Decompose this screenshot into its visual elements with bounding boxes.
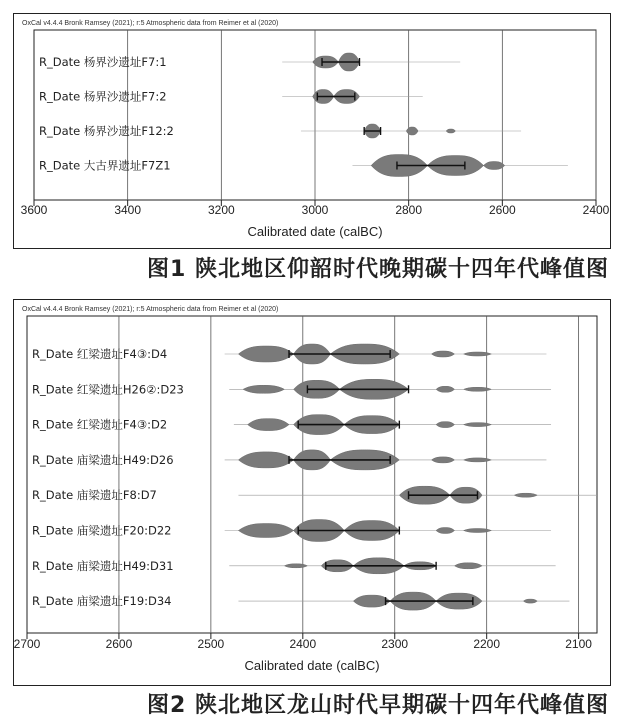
series-label: R_Date 杨界沙遗址F12:2 xyxy=(39,124,174,138)
series-density-blob xyxy=(238,452,293,468)
chart-2-tick-label: 2700 xyxy=(14,637,41,651)
chart-2-tick-label: 2600 xyxy=(105,637,133,651)
series-label: R_Date 庙梁遗址H49:D31 xyxy=(32,558,174,573)
series-density-blob xyxy=(238,524,293,538)
series-density-blob xyxy=(432,351,455,357)
series-label: R_Date 庙梁遗址H49:D26 xyxy=(32,452,174,467)
series-label: R_Date 红梁遗址F4③:D2 xyxy=(32,417,168,432)
chart-2-tick-label: 2300 xyxy=(381,637,409,651)
series-density-blob xyxy=(464,352,492,356)
chart-1-tick-label: 2400 xyxy=(582,203,610,217)
series-label: R_Date 杨界沙遗址F7:1 xyxy=(39,55,167,69)
chart-1-tick-label: 2600 xyxy=(488,203,516,217)
chart-2-tick-label: 2400 xyxy=(289,637,317,651)
series-label: R_Date 杨界沙遗址F7:2 xyxy=(39,89,167,104)
series-density-blob xyxy=(436,422,454,428)
series-density-blob xyxy=(353,595,390,607)
chart-2-tick-label: 2200 xyxy=(473,637,501,651)
series-density-blob xyxy=(248,419,289,431)
series-label: R_Date 红梁遗址F4③:D4 xyxy=(32,347,168,361)
series-label: R_Date 庙梁遗址F19:D34 xyxy=(32,594,172,609)
figure-caption-1: 图1 陕北地区仰韶时代晚期碳十四年代峰值图 xyxy=(147,257,609,282)
series-density-blob xyxy=(484,162,505,170)
chart-1-header: OxCal v4.4.4 Bronk Ramsey (2021); r:5 Atmospheric data from Reimer et al (2020) xyxy=(22,20,279,27)
series-density-blob xyxy=(464,529,492,533)
series-density-blob xyxy=(464,387,492,391)
series-density-blob xyxy=(238,346,293,362)
chart-panel-2 xyxy=(13,299,611,686)
series-label: R_Date 庙梁遗址F8:D7 xyxy=(32,488,157,503)
chart-2-tick-label: 2500 xyxy=(197,637,225,651)
series-density-blob xyxy=(455,563,483,569)
chart-1-tick-label: 3400 xyxy=(114,203,142,217)
series-density-blob xyxy=(436,386,454,392)
chart-1-tick-label: 3000 xyxy=(301,203,329,217)
series-density-blob xyxy=(464,423,492,427)
chart-panel-1 xyxy=(13,13,611,249)
series-label: R_Date 大古界遗址F7Z1 xyxy=(39,158,171,173)
chart-2-xlabel: Calibrated date (calBC) xyxy=(244,658,380,673)
series-density-blob xyxy=(243,385,284,393)
series-density-blob xyxy=(432,457,455,463)
chart-1-tick-label: 2800 xyxy=(395,203,423,217)
chart-2-header: OxCal v4.4.4 Bronk Ramsey (2021); r:5 Atmospheric data from Reimer et al (2020) xyxy=(22,306,279,313)
series-density-blob xyxy=(436,528,454,534)
figure-caption-2: 图2 陕北地区龙山时代早期碳十四年代峰值图 xyxy=(147,693,609,718)
chart-1-xlabel: Calibrated date (calBC) xyxy=(247,224,383,239)
series-density-blob xyxy=(446,129,455,133)
series-label: R_Date 庙梁遗址F20:D22 xyxy=(32,523,172,538)
series-density-blob xyxy=(284,564,307,568)
chart-2-svg xyxy=(14,300,610,685)
chart-1-svg xyxy=(14,14,610,248)
series-density-blob xyxy=(523,599,537,603)
series-density-blob xyxy=(514,493,537,497)
chart-1-tick-label: 3600 xyxy=(20,203,48,217)
chart-2-tick-label: 2100 xyxy=(565,637,592,651)
series-density-blob xyxy=(406,127,418,135)
chart-1-tick-label: 3200 xyxy=(207,203,235,217)
series-label: R_Date 红梁遗址H26②:D23 xyxy=(32,382,184,397)
series-density-blob xyxy=(464,458,492,462)
